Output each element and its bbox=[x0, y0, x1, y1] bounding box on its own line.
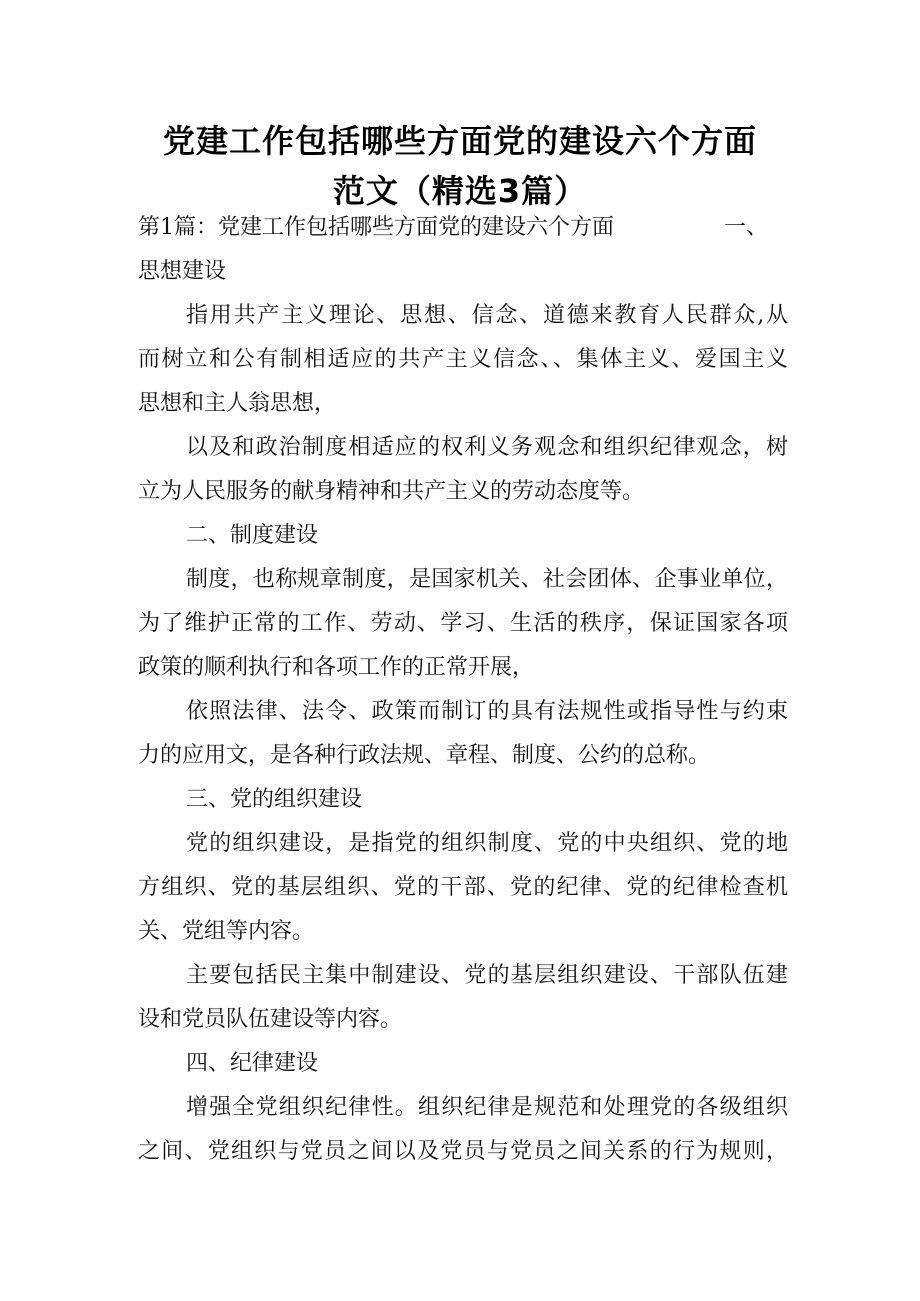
paragraph-line: 依照法律、法令、政策而制订的具有法规性或指导性与约束 bbox=[186, 699, 788, 724]
article-heading bbox=[138, 206, 788, 250]
paragraph-line: 而树立和公有制相适应的共产主义信念、、集体主义、爱国主义 bbox=[138, 347, 788, 372]
paragraph-line: 方组织、党的基层组织、党的干部、党的纪律、党的纪律检查机 bbox=[138, 875, 788, 900]
paragraph-line: 主要包括民主集中制建设、党的基层组织建设、干部队伍建 bbox=[186, 963, 788, 988]
section-heading-system: 二、制度建设 bbox=[186, 523, 319, 548]
document-title-line-1: 党建工作包括哪些方面党的建设六个方面 bbox=[162, 122, 757, 160]
document-title-line-2: 范文（精选3篇） bbox=[332, 172, 588, 210]
paragraph-line: 指用共产主义理论、思想、信念、道德来教育人民群众,从 bbox=[186, 303, 788, 328]
paragraph-line: 力的应用文，是各种行政法规、章程、制度、公约的总称。 bbox=[138, 743, 711, 768]
paragraph-line: 增强全党组织纪律性。组织纪律是规范和处理党的各级组织 bbox=[186, 1095, 788, 1120]
paragraph-line: 为了维护正常的工作、劳动、学习、生活的秩序，保证国家各项 bbox=[138, 611, 788, 636]
section-heading-thought: 思想建设 bbox=[138, 259, 227, 284]
paragraph-line: 设和党员队伍建设等内容。 bbox=[138, 1007, 403, 1032]
section-heading-organization: 三、党的组织建设 bbox=[186, 787, 363, 812]
paragraph-line: 之间、党组织与党员之间以及党员与党员之间关系的行为规则， bbox=[138, 1139, 788, 1164]
section-heading-discipline: 四、纪律建设 bbox=[186, 1051, 319, 1076]
document-body bbox=[138, 206, 788, 1174]
paragraph-line: 立为人民服务的献身精神和共产主义的劳动态度等。 bbox=[138, 479, 645, 504]
article-heading-text: 第1篇：党建工作包括哪些方面党的建设六个方面 bbox=[138, 215, 614, 240]
section-number-one: 一、 bbox=[723, 215, 768, 240]
paragraph-line: 政策的顺利执行和各项工作的正常开展， bbox=[138, 655, 535, 680]
paragraph-line: 思想和主人翁思想， bbox=[138, 391, 337, 416]
paragraph-line: 以及和政治制度相适应的权利义务观念和组织纪律观念，树 bbox=[186, 435, 788, 460]
paragraph-line: 关、党组等内容。 bbox=[138, 919, 315, 944]
paragraph-line: 党的组织建设，是指党的组织制度、党的中央组织、党的地 bbox=[186, 831, 788, 856]
paragraph-line: 制度，也称规章制度，是国家机关、社会团体、企事业单位， bbox=[186, 567, 788, 592]
